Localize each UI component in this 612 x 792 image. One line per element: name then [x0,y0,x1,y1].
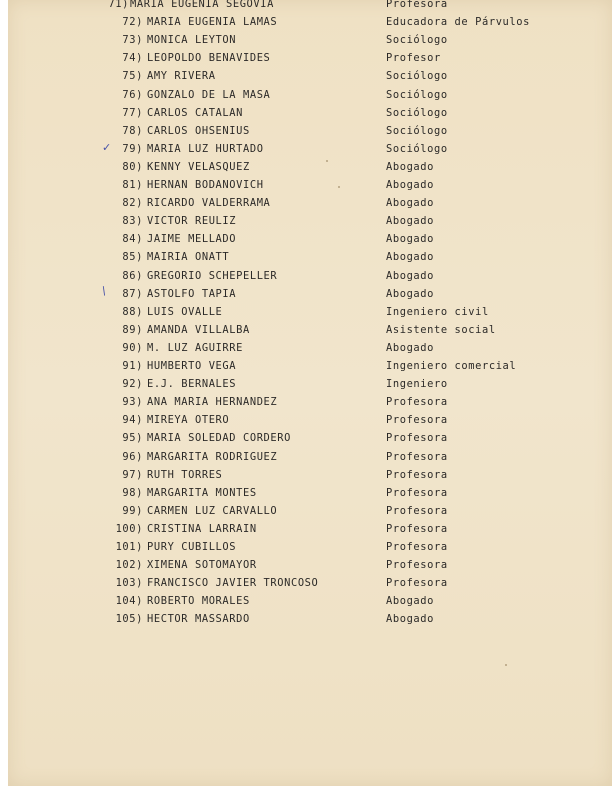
profession: Profesora [386,486,448,499]
person-name: E.J. BERNALES [147,378,237,391]
entry-number: 103) [115,577,143,590]
person-name: CRISTINA LARRAIN [147,522,257,535]
person-name: RICARDO VALDERRAMA [147,197,271,210]
profession: Profesora [386,450,448,463]
profession: Abogado [386,215,434,228]
list-item [8,592,612,610]
list-item [8,538,612,556]
entry-number: 79) [122,142,143,155]
paper-speck [505,664,507,666]
entry-number: 75) [122,70,143,83]
list-item [8,230,612,248]
entry-number: 85) [122,251,143,264]
profession: Abogado [386,613,434,626]
entry-number: 74) [122,52,143,65]
list-item [8,357,612,375]
list-item [8,303,612,321]
profession: Abogado [386,287,434,300]
person-name: MARIA EUGENIA SEGOVIA [130,0,274,10]
list-item [8,339,612,357]
person-name: PURY CUBILLOS [147,541,237,553]
profession: Profesor [386,52,441,65]
person-name: GREGORIO SCHEPELLER [147,269,278,282]
entry-number: 92) [122,378,143,391]
profession: Profesora [386,577,448,590]
person-name: LUIS OVALLE [147,305,223,318]
profession: Ingeniero civil [386,305,489,318]
entry-number: 101) [115,541,143,553]
entry-number: 86) [122,269,143,282]
profession: Sociólogo [386,142,448,155]
profession: Sociólogo [386,124,448,137]
list-item [8,212,612,230]
list-item [8,321,612,339]
profession: Abogado [386,179,434,191]
profession: Abogado [386,269,434,282]
list-item [8,0,612,13]
profession: Profesora [386,0,448,10]
entry-number: 91) [122,360,143,372]
entry-number: 96) [122,450,143,463]
profession: Profesora [386,541,448,553]
list-item [8,267,612,285]
profession: Educadora de Párvulos [386,16,530,29]
profession: Profesora [386,396,448,409]
profession: Profesora [386,559,448,572]
entry-number: 83) [122,215,143,228]
profession: Ingeniero [386,378,448,391]
entry-number: 72) [122,16,143,29]
profession: Abogado [386,595,434,608]
profession: Abogado [386,233,434,246]
profession: Abogado [386,251,434,264]
entry-number: 81) [122,179,143,191]
person-name: VICTOR REULIZ [147,215,237,228]
person-name: ANA MARIA HERNANDEZ [147,396,278,409]
profession: Profesora [386,414,448,427]
entry-number: 73) [122,34,143,47]
list-item [8,31,612,49]
entry-number: 100) [115,522,143,535]
person-name: MARGARITA MONTES [147,486,257,499]
person-name: XIMENA SOTOMAYOR [147,559,257,572]
list-item [8,375,612,393]
list-item [8,194,612,212]
list-item [8,67,612,85]
person-name: CARMEN LUZ CARVALLO [147,504,278,517]
person-name: MARIA EUGENIA LAMAS [147,16,278,29]
check-mark-icon: ✓ [102,141,112,154]
person-name: FRANCISCO JAVIER TRONCOSO [147,577,319,590]
person-name: KENNY VELASQUEZ [147,160,250,173]
list-item [8,448,612,466]
list-item [8,393,612,411]
list-item [8,574,612,592]
person-name: CARLOS OHSENIUS [147,124,250,137]
entry-number: 84) [122,233,143,246]
profession: Sociólogo [386,106,448,119]
person-name: AMY RIVERA [147,70,216,83]
check-mark-icon: / [99,284,109,298]
list-item [8,502,612,520]
entry-number: 99) [122,504,143,517]
profession: Sociólogo [386,34,448,47]
entry-number: 95) [122,432,143,445]
profession: Abogado [386,341,434,354]
list-item [8,49,612,67]
list-item [8,158,612,176]
person-name: MAIRIA ONATT [147,251,230,264]
profession: Profesora [386,522,448,535]
list-item [8,411,612,429]
person-name: ROBERTO MORALES [147,595,250,608]
person-name: CARLOS CATALAN [147,106,243,119]
person-name: MARIA SOLEDAD CORDERO [147,432,291,445]
person-name: HECTOR MASSARDO [147,613,250,626]
profession: Ingeniero comercial [386,360,517,372]
entry-number: 82) [122,197,143,210]
entry-number: 76) [122,88,143,101]
list-item [8,122,612,140]
entry-number: 93) [122,396,143,409]
entry-number: 78) [122,124,143,137]
person-name: GONZALO DE LA MASA [147,88,271,101]
list-item [8,86,612,104]
person-name: MARIA LUZ HURTADO [147,142,264,155]
entry-number: 88) [122,305,143,318]
entry-number: 71) [108,0,129,10]
profession: Abogado [386,197,434,210]
person-name: M. LUZ AGUIRRE [147,341,243,354]
person-name: HUMBERTO VEGA [147,360,237,372]
profession: Profesora [386,504,448,517]
profession: Profesora [386,468,448,481]
entry-number: 97) [122,468,143,481]
profession: Abogado [386,160,434,173]
entry-number: 102) [115,559,143,572]
person-name: HERNAN BODANOVICH [147,179,264,191]
entry-number: 87) [122,287,143,300]
profession: Sociólogo [386,70,448,83]
person-name: LEOPOLDO BENAVIDES [147,52,271,65]
person-name: ASTOLFO TAPIA [147,287,237,300]
list-item [8,248,612,266]
list-item [8,484,612,502]
profession: Sociólogo [386,88,448,101]
entry-number: 104) [115,595,143,608]
list-item [8,520,612,538]
entry-number: 94) [122,414,143,427]
list-item [8,176,612,194]
list-item [8,556,612,574]
person-name: MIREYA OTERO [147,414,230,427]
entry-number: 105) [115,613,143,626]
list-item [8,285,612,303]
person-name: AMANDA VILLALBA [147,323,250,336]
person-name: MARGARITA RODRIGUEZ [147,450,278,463]
list-item [8,610,612,628]
list-item [8,104,612,122]
person-name: MONICA LEYTON [147,34,237,47]
list-item [8,466,612,484]
person-name: JAIME MELLADO [147,233,237,246]
document-page [8,0,612,786]
list-item [8,429,612,447]
profession: Asistente social [386,323,496,336]
entry-number: 98) [122,486,143,499]
profession: Profesora [386,432,448,445]
entry-number: 80) [122,160,143,173]
list-item [8,13,612,31]
list-item [8,140,612,158]
entry-number: 77) [122,106,143,119]
entry-number: 90) [122,341,143,354]
entry-number: 89) [122,323,143,336]
person-name: RUTH TORRES [147,468,223,481]
